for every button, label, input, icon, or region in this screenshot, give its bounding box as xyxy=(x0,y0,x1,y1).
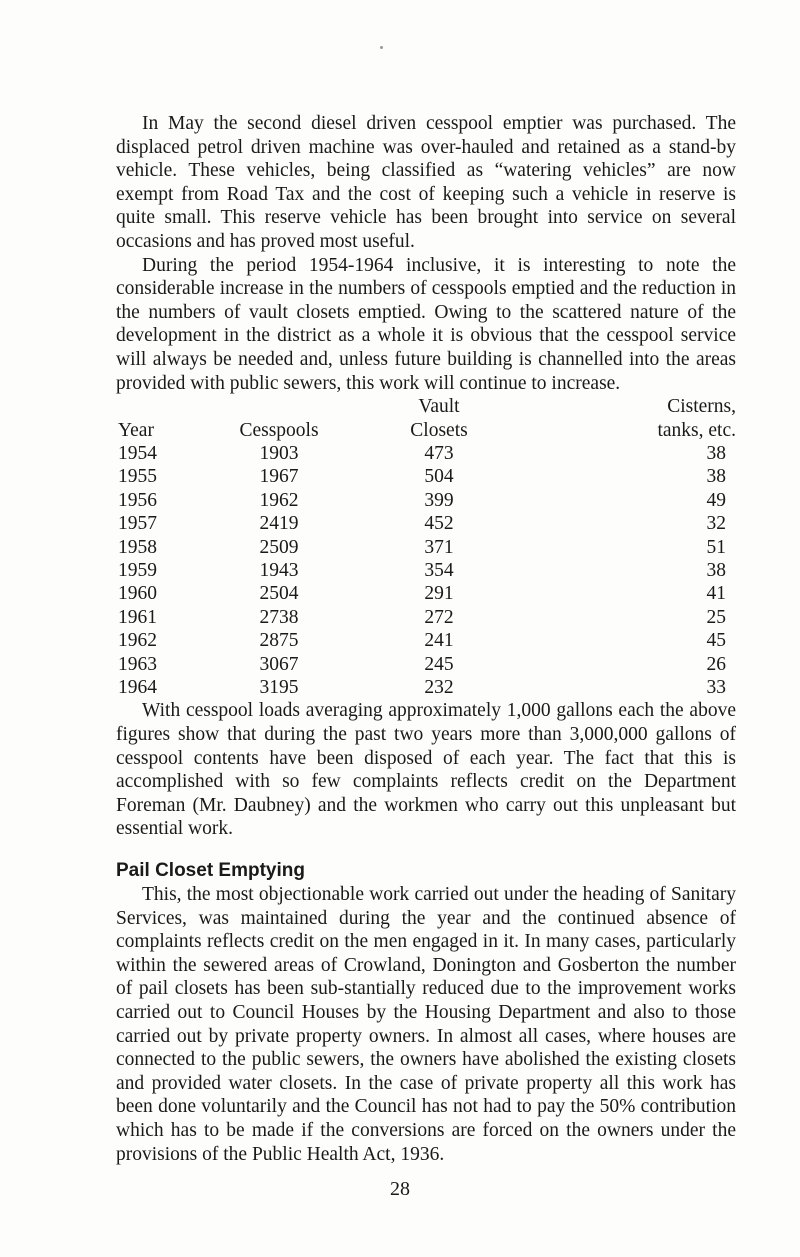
header-vault-bottom: Closets xyxy=(410,419,468,441)
cell-vault: 291 xyxy=(424,583,454,605)
table-row xyxy=(116,512,736,535)
cell-year: 1961 xyxy=(118,606,157,628)
cell-vault: 245 xyxy=(424,653,454,675)
cell-vault: 354 xyxy=(424,559,454,581)
table-row xyxy=(116,536,736,559)
table-row xyxy=(116,582,736,605)
cell-cisterns: 49 xyxy=(706,489,726,511)
table-row xyxy=(116,465,736,488)
table-header-row-top xyxy=(116,395,736,418)
cell-year: 1956 xyxy=(118,489,157,511)
cell-vault: 504 xyxy=(424,466,454,488)
cell-year: 1962 xyxy=(118,630,157,652)
header-cesspools: Cesspools xyxy=(239,419,319,441)
cell-vault: 241 xyxy=(424,630,454,652)
cell-vault: 473 xyxy=(424,442,454,464)
cell-year: 1955 xyxy=(118,466,157,488)
table-header-row xyxy=(116,419,736,442)
table-row xyxy=(116,653,736,676)
cell-cisterns: 25 xyxy=(706,606,726,628)
paragraph-period: During the period 1954-1964 inclusive, it is interesting to note the considerable increase in the numbers of cesspools emptied and the reduction in the numbers of vault closets emptied. Owing to the scattered nature of the development in the district as a whole it is obvious that the cesspool service will always be needed and, unless future building is channelled into the areas provided with public sewers, this work will continue to increase. xyxy=(116,254,736,394)
cell-cisterns: 41 xyxy=(706,583,726,605)
cell-cisterns: 26 xyxy=(706,653,726,675)
scan-speck xyxy=(380,46,383,49)
table-row xyxy=(116,442,736,465)
paragraph-loads: With cesspool loads averaging approximately 1,000 gallons each the above figures show that during the past two years more than 3,000,000 gallons of cesspool contents have been disposed of each year. The fact that this is accomplished with so few complaints reflects credit on the Department Foreman (Mr. Daubney) and the workmen who carry out this unpleasant but essential work. xyxy=(116,700,736,840)
cell-cesspools: 2875 xyxy=(259,630,299,652)
cell-vault: 272 xyxy=(424,606,454,628)
cell-year: 1954 xyxy=(118,442,157,464)
cell-cisterns: 38 xyxy=(706,442,726,464)
cell-cesspools: 2419 xyxy=(259,513,299,535)
table-row xyxy=(116,606,736,629)
cell-year: 1959 xyxy=(118,559,157,581)
cell-year: 1958 xyxy=(118,536,157,558)
cell-vault: 371 xyxy=(424,536,454,558)
cell-vault: 452 xyxy=(424,513,454,535)
table-row xyxy=(116,676,736,699)
cell-cesspools: 2504 xyxy=(259,583,299,605)
cell-cisterns: 38 xyxy=(706,559,726,581)
section-heading: Pail Closet Emptying xyxy=(116,859,305,881)
cell-cesspools: 2738 xyxy=(259,606,299,628)
emptying-table xyxy=(116,395,736,699)
header-cisterns-bottom: tanks, etc. xyxy=(657,419,736,441)
cell-year: 1957 xyxy=(118,513,157,535)
paragraph-emptier: In May the second diesel driven cesspool emptier was purchased. The displaced petrol driven machine was over-hauled and retained as a stand-by vehicle. These vehicles, being classified as “watering vehicles” are now exempt from Road Tax and the cost of keeping such a vehicle in reserve is quite small. This reserve vehicle has been brought into service on several occasions and has proved most useful. xyxy=(116,113,736,252)
cell-cesspools: 1967 xyxy=(259,466,299,488)
cell-cisterns: 45 xyxy=(706,630,726,652)
paragraph-pail-closets: This, the most objectionable work carried out under the heading of Sanitary Services, was maintained during the year and the continued absence of complaints reflects credit on the men engaged in it. In many cases, particularly within the sewered areas of Crowland, Donington and Gosberton the number of pail closets has been sub-stantially reduced due to the improvement works carried out to Council Houses by the Housing Department and also to those carried out by private property owners. In almost all cases, where houses are connected to the public sewers, the owners have abolished the existing closets and provided water closets. In the case of private property all this work has been done voluntarily and the Council has not had to pay the 50% contribution which has to be made if the conversions are forced on the owners under the provisions of the Public Health Act, 1936. xyxy=(116,883,736,1165)
cell-cesspools: 1903 xyxy=(259,442,299,464)
cell-cesspools: 2509 xyxy=(259,536,299,558)
cell-vault: 232 xyxy=(424,677,454,698)
header-vault-top: Vault xyxy=(418,396,460,418)
cell-cisterns: 33 xyxy=(706,677,726,698)
cell-vault: 399 xyxy=(424,489,454,511)
table-row xyxy=(116,629,736,652)
table-row xyxy=(116,559,736,582)
document-page xyxy=(116,112,736,1166)
header-year: Year xyxy=(118,419,154,441)
cell-year: 1963 xyxy=(118,653,157,675)
cell-year: 1960 xyxy=(118,583,157,605)
cell-cisterns: 32 xyxy=(706,513,726,535)
table-row xyxy=(116,489,736,512)
cell-cisterns: 51 xyxy=(706,536,726,558)
cell-cesspools: 3067 xyxy=(259,653,299,675)
cell-cisterns: 38 xyxy=(706,466,726,488)
cell-cesspools: 1943 xyxy=(259,559,299,581)
cell-year: 1964 xyxy=(118,677,157,698)
cell-cesspools: 1962 xyxy=(259,489,299,511)
header-cisterns-top: Cisterns, xyxy=(667,396,736,418)
cell-cesspools: 3195 xyxy=(259,677,299,698)
page-number: 28 xyxy=(390,1178,410,1200)
